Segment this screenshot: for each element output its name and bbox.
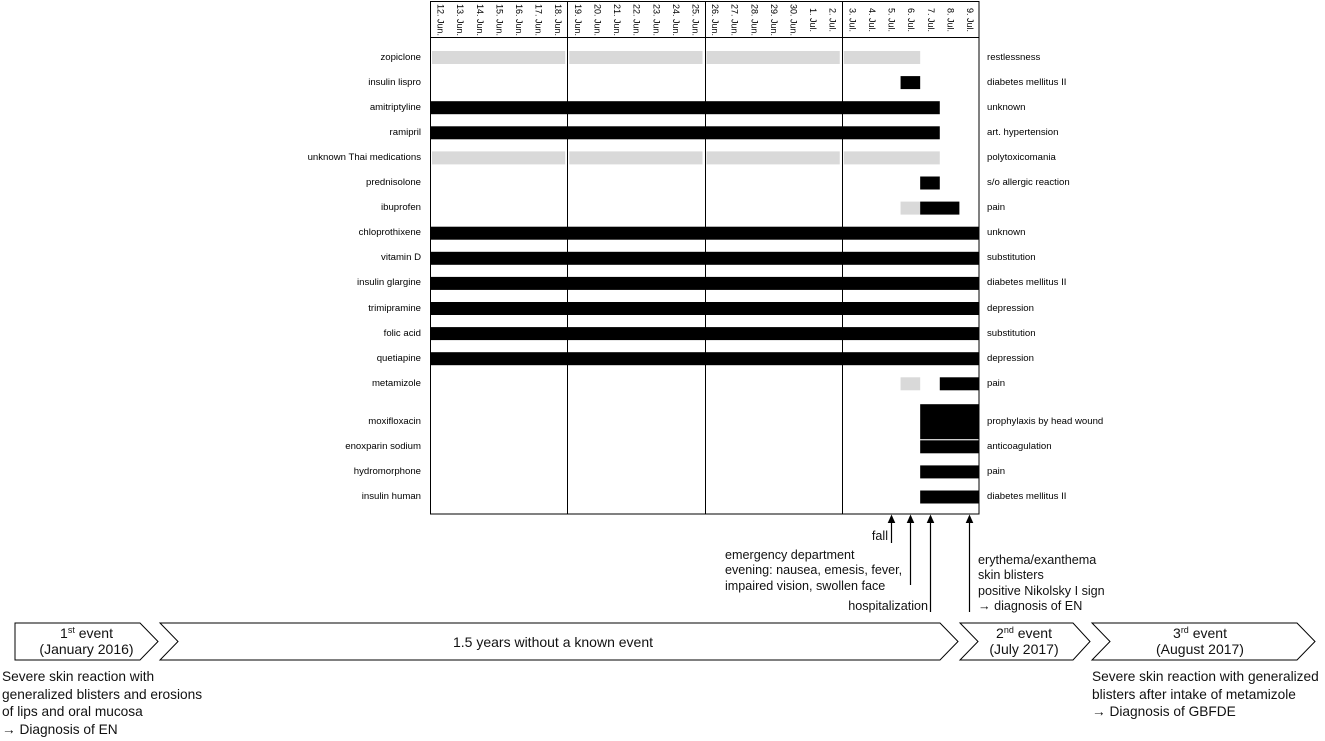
drug-label-moxifloxacin: moxifloxacin bbox=[368, 415, 421, 427]
date-label-5-jul: 5. Jul. bbox=[886, 7, 897, 32]
annotation-line-erythema-exanthema-1: erythema/exanthema bbox=[978, 552, 1097, 567]
date-label-15-jun: 15. Jun. bbox=[494, 3, 505, 37]
date-label-14-jun: 14. Jun. bbox=[474, 3, 485, 37]
third-event-date: (August 2017) bbox=[1156, 641, 1244, 657]
indication-label-unknown-thai-medications: polytoxicomania bbox=[987, 151, 1056, 163]
date-label-9-jul: 9. Jul. bbox=[964, 7, 975, 32]
drug-label-ibuprofen: ibuprofen bbox=[380, 202, 421, 214]
first-event-description bbox=[2, 668, 202, 739]
date-label-26-jun: 26. Jun. bbox=[710, 3, 721, 37]
date-label-4-jul: 4. Jul. bbox=[866, 7, 877, 32]
annotation-hospitalization bbox=[818, 599, 928, 615]
third-event-ordinal: 3 bbox=[1173, 624, 1181, 641]
indication-label-zopiclone: restlessness bbox=[987, 51, 1041, 63]
drug-label-trimipramine: trimipramine bbox=[368, 302, 421, 314]
date-label-8-jul: 8. Jul. bbox=[945, 7, 956, 32]
third-event-label bbox=[1100, 625, 1300, 658]
indication-label-ramipril: art. hypertension bbox=[987, 126, 1059, 138]
date-label-3-jul: 3. Jul. bbox=[847, 7, 858, 32]
third-event-word: event bbox=[1188, 624, 1227, 641]
first-event-ordinal: 1 bbox=[60, 624, 68, 641]
annotation-line-emergency-department-1: emergency department bbox=[725, 547, 855, 562]
indication-label-hydromorphone: pain bbox=[987, 465, 1006, 477]
first-event-note-line: generalized blisters and erosions bbox=[2, 686, 203, 702]
drug-label-ramipril: ramipril bbox=[389, 126, 421, 138]
drug-label-unknown-thai-medications: unknown Thai medications bbox=[307, 151, 421, 163]
third-event-ordinal-suffix: rd bbox=[1180, 624, 1189, 635]
first-event-title bbox=[15, 625, 158, 642]
annotation-line-hospitalization-1: hospitalization bbox=[848, 598, 928, 613]
date-label-6-jul: 6. Jul. bbox=[906, 7, 917, 32]
second-event-date: (July 2017) bbox=[989, 641, 1059, 657]
gap-period-label bbox=[300, 634, 806, 651]
date-label-7-jul: 7. Jul. bbox=[925, 7, 936, 32]
date-label-22-jun: 22. Jun. bbox=[631, 3, 642, 37]
third-event-diagnosis: → Diagnosis of GBFDE bbox=[1092, 704, 1236, 720]
indication-label-enoxparin-sodium: anticoagulation bbox=[987, 440, 1052, 452]
drug-label-quetiapine: quetiapine bbox=[376, 352, 421, 364]
date-label-25-jun: 25. Jun. bbox=[690, 3, 701, 37]
first-event-diagnosis: → Diagnosis of EN bbox=[2, 722, 118, 738]
drug-label-insulin-glargine: insulin glargine bbox=[357, 277, 421, 289]
indication-label-insulin-lispro: diabetes mellitus II bbox=[987, 76, 1067, 88]
indication-label-vitamin-d: substitution bbox=[987, 252, 1036, 264]
annotation-line-fall-1: fall bbox=[871, 528, 888, 543]
indication-label-prednisolone: s/o allergic reaction bbox=[987, 177, 1070, 188]
drug-label-enoxparin-sodium: enoxparin sodium bbox=[345, 440, 421, 452]
first-event-date: (January 2016) bbox=[39, 641, 134, 657]
second-event-word: event bbox=[1013, 624, 1052, 641]
first-event-note-line: of lips and oral mucosa bbox=[2, 704, 143, 720]
drug-label-folic-acid: folic acid bbox=[383, 327, 421, 339]
second-event-label bbox=[966, 625, 1082, 658]
date-label-27-jun: 27. Jun. bbox=[729, 3, 740, 37]
annotation-line-erythema-exanthema-2: skin blisters bbox=[978, 568, 1044, 582]
third-event-title bbox=[1100, 625, 1300, 642]
indication-label-quetiapine: depression bbox=[987, 352, 1034, 364]
indication-label-chloprothixene: unknown bbox=[987, 227, 1026, 239]
drug-label-chloprothixene: chloprothixene bbox=[358, 227, 421, 239]
annotation-erythema-exanthema bbox=[978, 553, 1105, 615]
drug-label-prednisolone: prednisolone bbox=[366, 177, 421, 188]
indication-label-folic-acid: substitution bbox=[987, 327, 1036, 339]
date-label-30-jun: 30. Jun. bbox=[788, 3, 799, 37]
first-event-ordinal-suffix: st bbox=[67, 624, 75, 635]
indication-label-insulin-glargine: diabetes mellitus II bbox=[987, 277, 1067, 289]
drug-label-metamizole: metamizole bbox=[371, 377, 421, 389]
annotation-line-erythema-exanthema-3: positive Nikolsky I sign bbox=[978, 583, 1105, 598]
date-label-17-jun: 17. Jun. bbox=[533, 3, 544, 37]
second-event-title bbox=[966, 625, 1082, 642]
indication-label-ibuprofen: pain bbox=[987, 202, 1006, 214]
second-event-ordinal: 2 bbox=[996, 624, 1004, 641]
drug-label-zopiclone: zopiclone bbox=[380, 51, 421, 63]
date-label-12-jun: 12. Jun. bbox=[435, 3, 446, 37]
drug-label-vitamin-d: vitamin D bbox=[381, 252, 421, 264]
date-label-2-jul: 2. Jul. bbox=[827, 7, 838, 32]
drug-label-insulin-lispro: insulin lispro bbox=[368, 76, 421, 88]
annotation-fall bbox=[838, 529, 888, 545]
third-event-note-line: Severe skin reaction with generalized bbox=[1092, 669, 1319, 684]
third-event-note-line: blisters after intake of metamizole bbox=[1092, 686, 1296, 702]
date-label-29-jun: 29. Jun. bbox=[768, 3, 779, 37]
annotation-emergency-department bbox=[725, 548, 902, 595]
date-label-23-jun: 23. Jun. bbox=[651, 3, 662, 37]
annotation-line-emergency-department-2: evening: nausea, emesis, fever, bbox=[725, 563, 903, 577]
first-event-label bbox=[15, 625, 158, 658]
second-event-ordinal-suffix: nd bbox=[1003, 624, 1014, 635]
indication-label-insulin-human: diabetes mellitus II bbox=[987, 491, 1067, 502]
date-label-21-jun: 21. Jun. bbox=[612, 3, 623, 37]
drug-label-amitriptyline: amitriptyline bbox=[369, 101, 421, 113]
date-label-1-jul: 1. Jul. bbox=[808, 7, 819, 32]
date-label-19-jun: 19. Jun. bbox=[572, 3, 583, 37]
date-label-16-jun: 16. Jun. bbox=[514, 3, 525, 37]
date-label-13-jun: 13. Jun. bbox=[455, 3, 466, 37]
first-event-word: event bbox=[74, 624, 113, 641]
drug-label-insulin-human: insulin human bbox=[361, 491, 421, 502]
first-event-note-line: Severe skin reaction with bbox=[2, 669, 155, 684]
date-label-18-jun: 18. Jun. bbox=[553, 3, 564, 37]
date-label-24-jun: 24. Jun. bbox=[670, 3, 681, 37]
indication-label-trimipramine: depression bbox=[987, 302, 1034, 314]
indication-label-moxifloxacin: prophylaxis by head wound bbox=[987, 415, 1104, 427]
date-label-20-jun: 20. Jun. bbox=[592, 3, 603, 37]
date-label-28-jun: 28. Jun. bbox=[749, 3, 760, 37]
drug-label-hydromorphone: hydromorphone bbox=[353, 465, 421, 477]
indication-label-metamizole: pain bbox=[987, 377, 1006, 389]
annotation-line-emergency-department-3: impaired vision, swollen face bbox=[725, 578, 886, 593]
annotation-line-erythema-exanthema-4: → diagnosis of EN bbox=[978, 599, 1083, 613]
gap-period-text: 1.5 years without a known event bbox=[452, 633, 653, 650]
third-event-description bbox=[1092, 668, 1319, 721]
indication-label-amitriptyline: unknown bbox=[987, 101, 1026, 113]
